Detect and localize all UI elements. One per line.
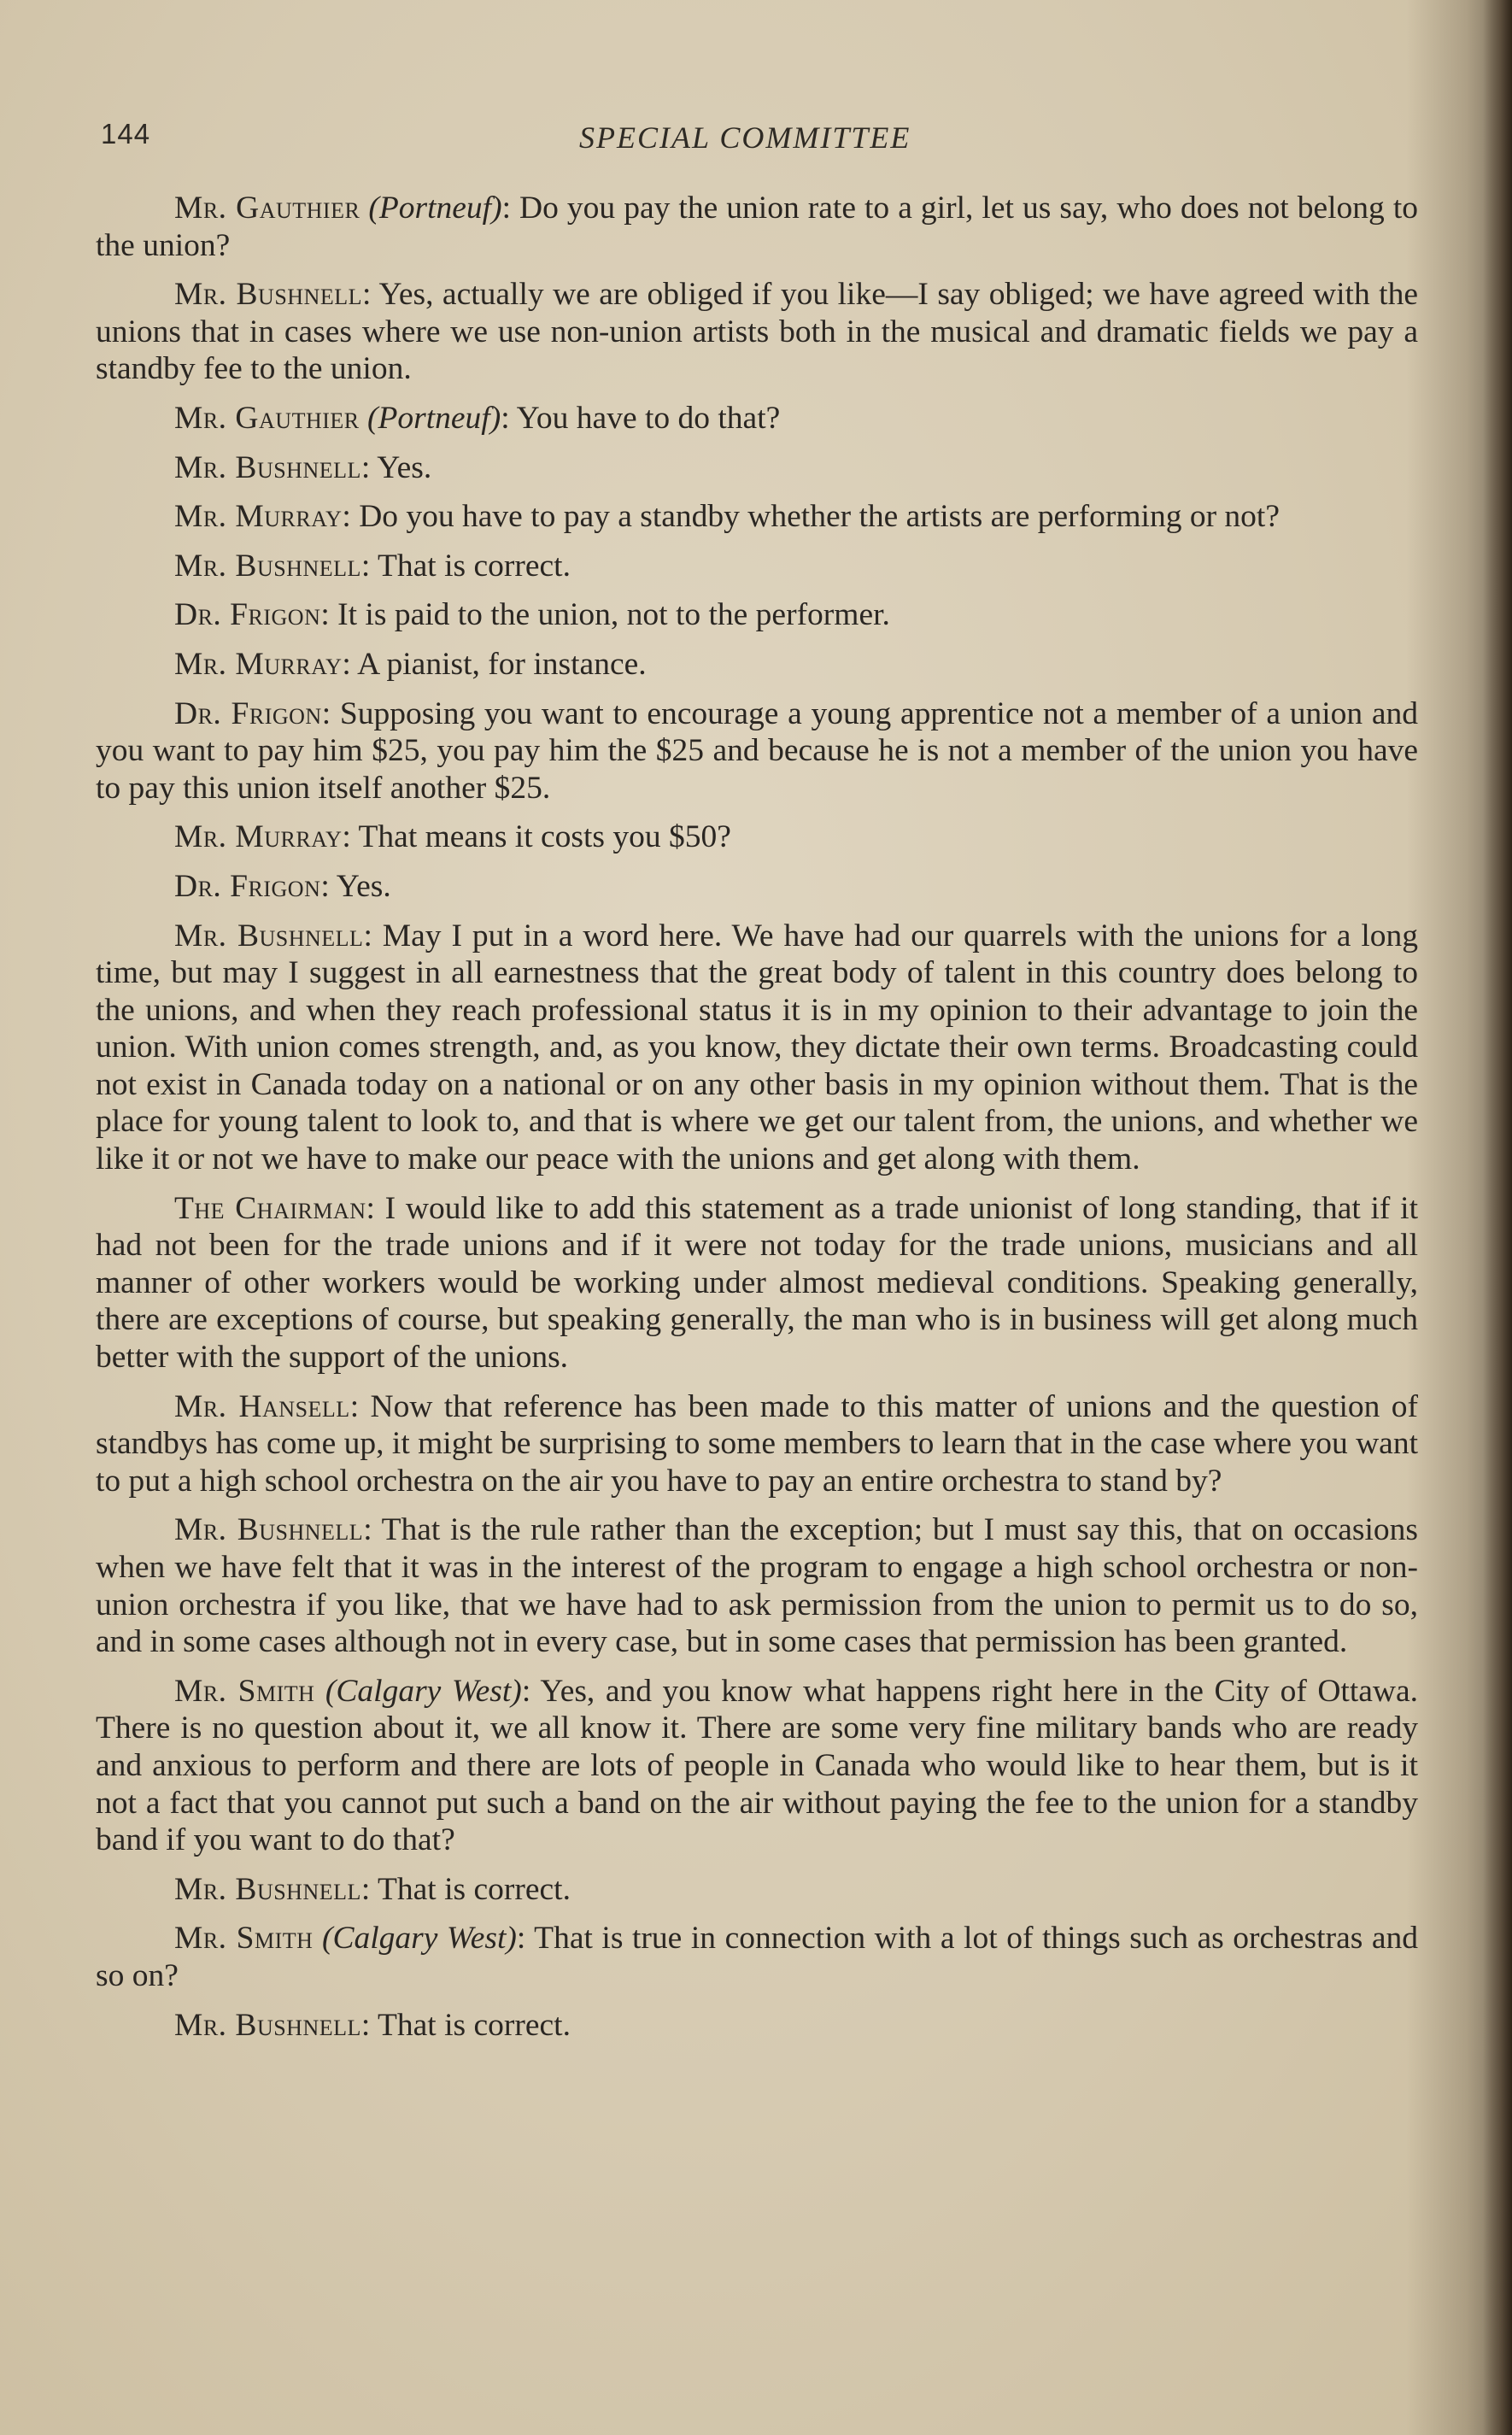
paragraph-text: : That means it costs you $50? (342, 819, 731, 855)
paragraph-text: : It is paid to the union, not to the performer. (320, 597, 890, 633)
speaker-name: Mr. Bushnell (174, 1871, 361, 1907)
transcript-body (96, 190, 1418, 2056)
speaker-name: Mr. Bushnell (174, 918, 364, 953)
paragraph-text: : Yes. (360, 449, 432, 485)
speaker-name: Mr. Bushnell (174, 2007, 361, 2043)
testimony-paragraph (96, 2007, 1418, 2045)
speaker-name: The Chairman (174, 1190, 366, 1226)
testimony-paragraph (96, 498, 1418, 536)
speaker-name: Mr. Murray (174, 819, 343, 855)
testimony-paragraph (96, 400, 1418, 437)
testimony-paragraph (96, 548, 1418, 585)
speaker-name: Dr. Frigon (174, 597, 321, 633)
speaker-name: Mr. Bushnell (174, 449, 361, 485)
speaker-name: Mr. Bushnell (174, 277, 362, 313)
paragraph-text: : That is correct. (360, 548, 571, 584)
speaker-name: Mr. Smith (174, 1673, 315, 1709)
paragraph-text: : That is true in connection with a lot of things such as orchestras and so on? (96, 1921, 1418, 1993)
speaker-riding: (Calgary West) (325, 1673, 522, 1709)
paragraph-text: : That is the rule rather than the exception; but I must say this, that on occasions when we have felt that it was in the interest of the program to engage a high school orchestra or non-union orchestra if you like, that we have had to ask permission from the union to permit us to do so, and in some cases although not in every case, but in some cases that permission has been granted. (96, 1512, 1418, 1660)
paragraph-text: : A pianist, for instance. (342, 646, 647, 682)
speaker-name: Mr. Smith (174, 1921, 314, 1957)
testimony-paragraph (96, 1511, 1418, 1660)
paragraph-text: : Yes, actually we are obliged if you like—I say obliged; we have agreed with the unions that in cases where we use non-union artists both in the musical and dramatic fields we pay a standby fee to the union. (96, 277, 1418, 387)
paragraph-text: : Do you have to pay a standby whether the artists are performing or not? (342, 499, 1280, 535)
testimony-paragraph (96, 1190, 1418, 1376)
testimony-paragraph (96, 695, 1418, 807)
paragraph-text: : Supposing you want to encourage a young apprentice not a member of a union and you want to pay him $25, you pay him the $25 and because he is not a member of the union you have to pay this union itself another $25. (96, 695, 1418, 806)
paragraph-text: : Do you pay the union rate to a girl, let us say, who does not belong to the union? (96, 191, 1419, 263)
paragraph-text: : That is correct. (360, 1871, 571, 1907)
testimony-paragraph (96, 918, 1418, 1178)
paragraph-text: : Yes, and you know what happens right here in the City of Ottawa. There is no question about it, we all know it. There are some very fine military bands who are ready and anxious to perform and there are lots of people in Canada who would like to hear them, but is it not a fact that you cannot put such a band on the air without paying the fee to the union for a standby band if you want to do that? (96, 1673, 1418, 1858)
speaker-riding: (Portneuf) (368, 191, 502, 226)
testimony-paragraph (96, 596, 1418, 634)
paragraph-text: : You have to do that? (501, 400, 781, 436)
testimony-paragraph (96, 449, 1418, 487)
speaker-name: Mr. Murray (174, 499, 343, 535)
running-head: SPECIAL COMMITTEE (579, 120, 911, 155)
testimony-paragraph (96, 1673, 1418, 1859)
page-header (101, 118, 1433, 161)
speaker-name: Mr. Bushnell (174, 548, 361, 584)
speaker-name: Mr. Hansell (174, 1388, 350, 1424)
paragraph-text: : I would like to add this statement as a trade unionist of long standing, that if it had not been for the trade unions and if it were not today for the trade unions, musicians and all manner of other workers would be working under almost medieval conditions. Speaking generally, there are exceptions of course, but speaking generally, the man who is in business will get along much better with the support of the unions. (96, 1190, 1418, 1376)
testimony-paragraph (96, 819, 1418, 856)
speaker-riding: (Calgary West) (321, 1921, 517, 1957)
paragraph-text: : Yes. (320, 868, 391, 904)
testimony-paragraph (96, 1871, 1418, 1909)
speaker-name: Mr. Gauthier (174, 400, 360, 436)
speaker-name: Mr. Bushnell (174, 1512, 364, 1548)
testimony-paragraph (96, 276, 1418, 388)
paragraph-text: : May I put in a word here. We have had our quarrels with the unions for a long time, but may I suggest in all earnestness that the great body of talent in this country does belong to the unions, and when they reach professional status it is in my opinion to their advantage to join the union. With union comes strength, and, as you know, they dictate their own terms. Broadcasting could not exist in Canada today on a national or on any other basis in my opinion without them. That is the place for young talent to look to, and that is where we get our talent from, the unions, and whether we like it or not we have to make our peace with the unions and get along with them. (96, 918, 1418, 1177)
speaker-name: Mr. Murray (174, 646, 343, 682)
testimony-paragraph (96, 1388, 1418, 1500)
speaker-riding: (Portneuf) (366, 400, 501, 436)
testimony-paragraph (96, 190, 1418, 264)
testimony-paragraph (96, 1920, 1418, 1994)
paragraph-text: : Now that reference has been made to this matter of unions and the question of standbys has come up, it might be surprising to some members to learn that in the case where you want to put a high school orchestra on the air you have to pay an entire orchestra to stand by? (96, 1388, 1418, 1499)
testimony-paragraph (96, 646, 1418, 684)
paragraph-text: : That is correct. (360, 2007, 571, 2043)
speaker-name: Dr. Frigon (174, 868, 321, 904)
page-edge-shadow (1483, 0, 1512, 2435)
speaker-name: Dr. Frigon (174, 695, 322, 731)
page-number: 144 (101, 118, 151, 150)
testimony-paragraph (96, 868, 1418, 906)
speaker-name: Mr. Gauthier (174, 191, 360, 226)
